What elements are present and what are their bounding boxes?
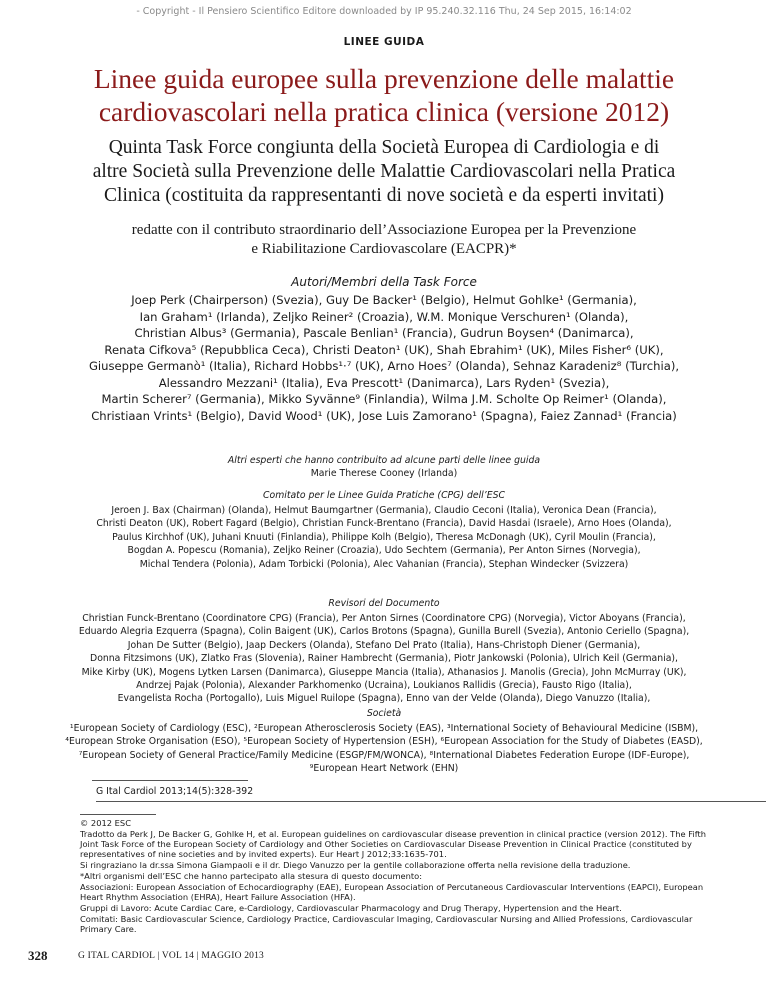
reviewers-heading: Revisori del Documento [328, 598, 440, 609]
article-title [80, 62, 688, 128]
article-subtitle [60, 136, 708, 208]
societies-heading: Società [366, 708, 402, 719]
author-line: Joep Perk (Chairperson) (Svezia), Guy De Backer¹ (Belgio), Helmut Gohlke¹ (Germania), [131, 293, 637, 307]
subtitle-line: Clinica (costituita da rappresentanti di nove società e da esperti invitati) [104, 185, 664, 206]
reviewer-line: Donna Fitzsimons (UK), Zlatko Fras (Slovenia), Rainer Hambrecht (Germania), Piotr Jankowski (Polonia), Ulrich Keil (Germania), [90, 653, 678, 665]
footnotes [80, 818, 716, 935]
author-line: Christiaan Vrints¹ (Belgio), David Wood¹ (UK), Jose Luis Zamorano¹ (Spagna), Faiez Zannad¹ (Francia) [91, 408, 677, 423]
divider [92, 780, 248, 781]
title-line: cardiovascolari nella pratica clinica (versione 2012) [98, 96, 670, 127]
subtitle-line: altre Società sulla Prevenzione delle Malattie Cardiovascolari nella Pratica [92, 161, 676, 182]
reviewer-line: Eduardo Alegria Ezquerra (Spagna), Colin Baigent (UK), Carlos Brotons (Spagna), Gunilla Burell (Svezia), Antonio Ceriello (Spagna), [78, 626, 690, 638]
footnote: Tradotto da Perk J, De Backer G, Gohlke H, et al. European guidelines on cardiovascular disease prevention in clinical practice (version 2012). The Fifth Joint Task Force of the European Society of Cardiology and Other Societies on Cardiovascular Disease Prevention in Clinical Practice (constituted by representatives of nine societies and by invited experts). Eur Heart J 2012;33:1635-701. [80, 828, 706, 860]
contribution-note [90, 221, 678, 259]
society-line: ⁴European Stroke Organisation (ESO), ⁵European Society of Hypertension (ESH), ⁶European Association for the Study of Diabetes (EASD), [65, 736, 703, 748]
authors-list [24, 292, 744, 424]
author-line: Christian Albus³ (Germania), Pascale Benlian¹ (Francia), Gudrun Boysen⁴ (Danimarca), [134, 326, 634, 340]
cpg-line: Bogdan A. Popescu (Romania), Zeljko Reiner (Croazia), Udo Sechtem (Germania), Per Anton Sirnes (Norvegia), [127, 545, 641, 557]
cpg-line: Jeroen J. Bax (Chairman) (Olanda), Helmut Baumgartner (Germania), Claudio Ceconi (Italia), Veronica Dean (Francia), [111, 505, 657, 516]
title-line: Linee guida europee sulla prevenzione delle malattie [93, 63, 675, 94]
cpg-committee-list [20, 504, 748, 571]
cpg-line: Paulus Kirchhof (UK), Juhani Knuuti (Finlandia), Philippe Kolh (Belgio), Theresa McDonagh (UK), Cyril Moulin (Francia), [112, 531, 656, 543]
reviewers-list [14, 612, 754, 706]
author-line: Alessandro Mezzani¹ (Italia), Eva Prescott¹ (Danimarca), Lars Ryden¹ (Svezia), [158, 375, 610, 390]
divider [96, 801, 766, 802]
footnote: Associazioni: European Association of Echocardiography (EAE), European Association of Percutaneous Cardiovascular Interventions (EAPCI), European Heart Rhythm Association (EHRA), Heart Failure Association (HFA). [80, 881, 704, 903]
society-line: ⁷European Society of General Practice/Family Medicine (ESGP/FM/WONCA), ⁸International Diabetes Federation Europe (IDF-Europe), [78, 749, 690, 761]
journal-footer: G ITAL CARDIOL | VOL 14 | MAGGIO 2013 [78, 951, 265, 961]
copyright-banner: - Copyright - Il Pensiero Scientifico Editore downloaded by IP 95.240.32.116 Thu, 24 Sep 2015, 16:14:02 [136, 6, 632, 17]
cpg-line: Michal Tendera (Polonia), Adam Torbicki (Polonia), Alec Vahanian (Francia), Stephan Windecker (Svizzera) [139, 558, 629, 570]
society-line: ⁹European Heart Network (EHN) [309, 763, 459, 775]
author-line: Giuseppe Germanò¹ (Italia), Richard Hobbs¹·⁷ (UK), Arno Hoes⁷ (Olanda), Sehnaz Karadeniz⁸ (Turchia), [88, 359, 680, 373]
other-experts-name: Marie Therese Cooney (Irlanda) [310, 468, 458, 479]
contribution-line: e Riabilitazione Cardiovascolare (EACPR)* [251, 241, 517, 257]
reviewer-line: Mike Kirby (UK), Mogens Lytken Larsen (Danimarca), Giuseppe Mancia (Italia), Athanasios J. Manolis (Grecia), John McMurray (UK), [81, 666, 687, 678]
footnote: © 2012 ESC [80, 818, 131, 828]
divider [80, 814, 156, 815]
other-experts-heading: Altri esperti che hanno contribuito ad alcune parti delle linee guida [227, 455, 541, 466]
authors-heading: Autori/Membri della Task Force [291, 275, 477, 289]
footnote: Si ringraziano la dr.ssa Simona Giampaoli e il dr. Diego Vanuzzo per la gentile collaborazione offerta nella revisione della traduzione. [80, 860, 631, 871]
author-line: Ian Graham¹ (Irlanda), Zeljko Reiner² (Croazia), W.M. Monique Verschuren¹ (Olanda), [139, 309, 629, 324]
subtitle-line: Quinta Task Force congiunta della Società Europea di Cardiologia e di [108, 137, 660, 158]
footnote: Gruppi di Lavoro: Acute Cardiac Care, e-Cardiology, Cardiovascular Pharmacology and Drug Therapy, Hypertension and the Heart. [80, 902, 622, 913]
cpg-committee-heading: Comitato per le Linee Guida Pratiche (CPG) dell’ESC [263, 490, 505, 501]
author-line: Martin Scherer⁷ (Germania), Mikko Syvänne⁹ (Finlandia), Wilma J.M. Scholte Op Reimer¹ (Olanda), [101, 392, 667, 406]
section-label: LINEE GUIDA [343, 36, 425, 48]
reviewer-line: Christian Funck-Brentano (Coordinatore CPG) (Francia), Per Anton Sirnes (Coordinatore CPG) (Norvegia), Victor Aboyans (Francia), [82, 613, 686, 624]
cpg-line: Christi Deaton (UK), Robert Fagard (Belgio), Christian Funck-Brentano (Francia), David Hasdai (Israele), Arno Hoes (Olanda), [96, 518, 672, 530]
page-number: 328 [28, 948, 48, 963]
reviewer-line: Evangelista Rocha (Portogallo), Luis Miguel Ruilope (Spagna), Enno van der Velde (Olanda), Diego Vanuzzo (Italia), [117, 693, 651, 705]
footnote: Comitati: Basic Cardiovascular Science, Cardiology Practice, Cardiovascular Imaging, Cardiovascular Nursing and Allied Professions, Cardiovascular Primary Care. [80, 913, 693, 934]
author-line: Renata Cifkova⁵ (Repubblica Ceca), Christi Deaton¹ (UK), Shah Ebrahim¹ (UK), Miles Fisher⁶ (UK), [104, 342, 664, 357]
footnote: *Altri organismi dell’ESC che hanno partecipato alla stesura di questo documento: [80, 870, 423, 881]
reviewer-line: Johan De Sutter (Belgio), Jaap Deckers (Olanda), Stefano Del Prato (Italia), Hans-Christoph Diener (Germania), [127, 639, 641, 651]
journal-citation: G Ital Cardiol 2013;14(5):328-392 [96, 786, 254, 797]
societies-list [14, 722, 754, 776]
contribution-line: redatte con il contributo straordinario dell’Associazione Europea per la Prevenzione [131, 222, 637, 238]
reviewer-line: Andrzej Pajak (Polonia), Alexander Parkhomenko (Ucraina), Loukianos Rallidis (Grecia), Fausto Rigo (Italia), [136, 680, 632, 692]
society-line: ¹European Society of Cardiology (ESC), ²European Atherosclerosis Society (EAS), ³International Society of Behavioural Medicine (ISBM), [69, 723, 699, 734]
